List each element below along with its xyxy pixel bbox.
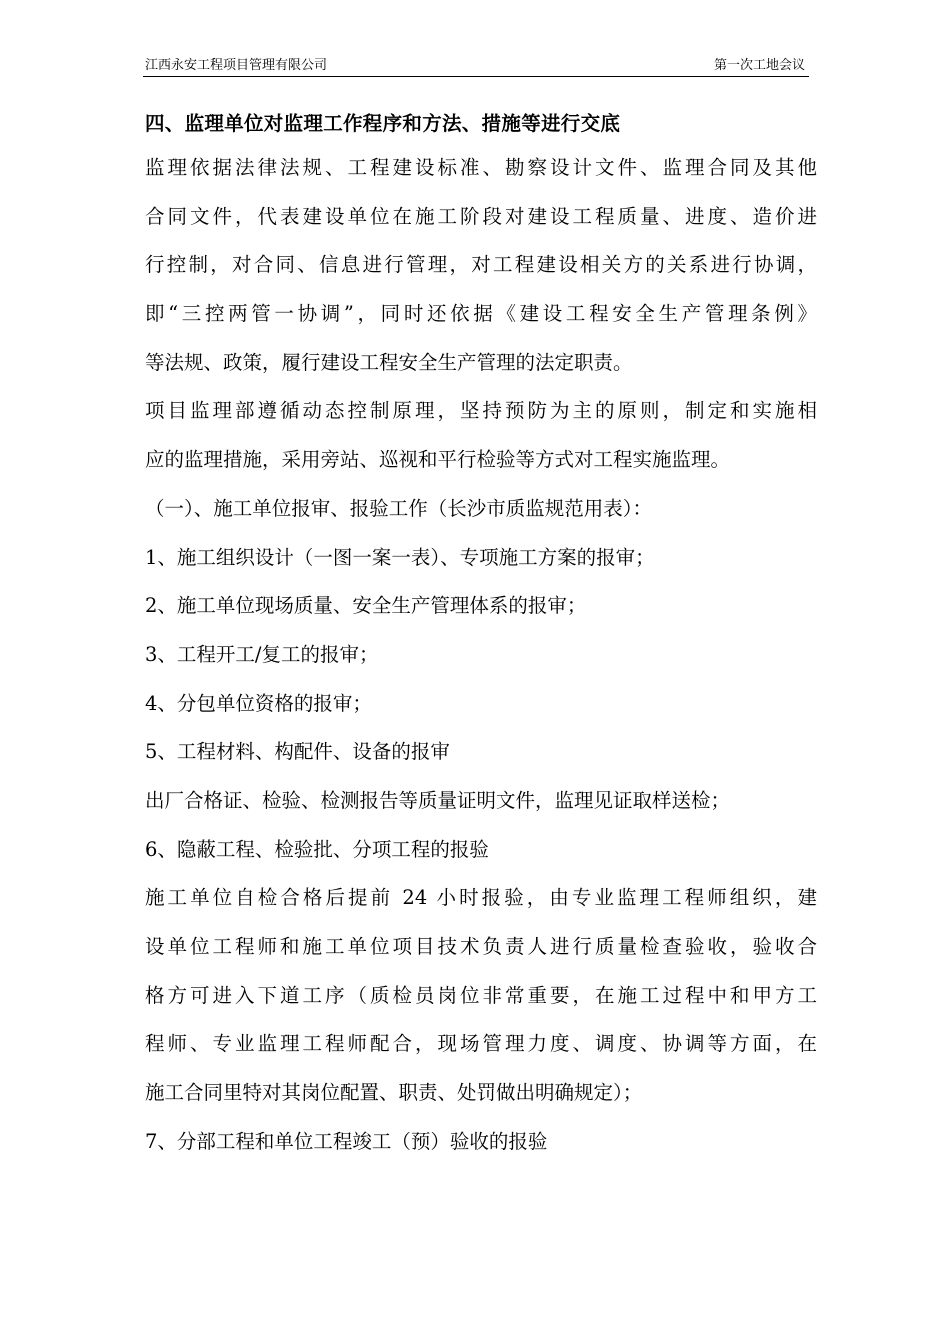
list-item: 6、隐蔽工程、检验批、分项工程的报验 — [145, 837, 489, 861]
subsection-title: （一）、施工单位报审、报验工作（长沙市质监规范用表）： — [145, 496, 653, 520]
paragraph-line: 应的监理措施，采用旁站、巡视和平行检验等方式对工程实施监理。 — [145, 448, 731, 472]
paragraph-line: 项目监理部遵循动态控制原理，坚持预防为主的原则，制定和实施相 — [145, 399, 817, 423]
document-body — [145, 104, 817, 1166]
paragraph-line: 出厂合格证、检验、检测报告等质量证明文件，监理见证取样送检； — [145, 788, 731, 812]
list-item: 7、分部工程和单位工程竣工（预）验收的报验 — [145, 1129, 548, 1153]
paragraph-line: 行控制，对合同、信息进行管理，对工程建设相关方的关系进行协调， — [145, 253, 817, 277]
list-item: 2、施工单位现场质量、安全生产管理体系的报审； — [145, 594, 587, 618]
list-item: 3、工程开工/复工的报审； — [145, 642, 379, 666]
list-item: 4、分包单位资格的报审； — [145, 691, 372, 715]
paragraph-line: 格方可进入下道工序（质检员岗位非常重要，在施工过程中和甲方工 — [145, 983, 817, 1007]
paragraph-line: 等法规、政策，履行建设工程安全生产管理的法定职责。 — [145, 350, 633, 374]
page-header — [143, 58, 809, 77]
meeting-title: 第一次工地会议 — [713, 58, 805, 73]
paragraph-line: 施工单位自检合格后提前 24 小时报验，由专业监理工程师组织，建 — [145, 886, 817, 910]
company-name: 江西永安工程项目管理有限公司 — [145, 58, 328, 73]
paragraph-line: 即“三控两管一协调”，同时还依据《建设工程安全生产管理条例》 — [145, 302, 817, 326]
paragraph-line: 程师、专业监理工程师配合，现场管理力度、调度、协调等方面，在 — [145, 1032, 817, 1056]
paragraph-line: 施工合同里特对其岗位配置、职责、处罚做出明确规定）； — [145, 1081, 643, 1105]
list-item: 5、工程材料、构配件、设备的报审 — [145, 740, 450, 764]
section-heading: 四、监理单位对监理工作程序和方法、措施等进行交底 — [145, 112, 621, 135]
paragraph-line: 合同文件，代表建设单位在施工阶段对建设工程质量、进度、造价进 — [145, 204, 817, 228]
list-item: 1、施工组织设计（一图一案一表）、专项施工方案的报审； — [145, 545, 655, 569]
paragraph-line: 监理依据法律法规、工程建设标准、勘察设计文件、监理合同及其他 — [145, 156, 817, 179]
paragraph-line: 设单位工程师和施工单位项目技术负责人进行质量检查验收，验收合 — [145, 935, 817, 958]
